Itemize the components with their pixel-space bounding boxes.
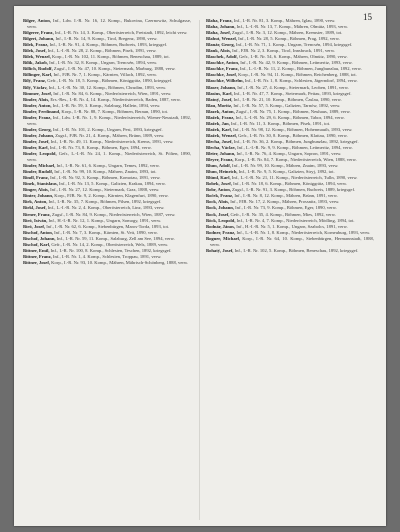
list-entry xyxy=(23,260,191,266)
entry-details: Inf., I.-R. Nr. 36, 2. Komp., Böhmen, Jungbunzlau, 1892, kriegsgef. xyxy=(233,138,359,144)
entry-name: Binder, Johann, xyxy=(23,132,55,138)
document-page xyxy=(14,6,386,526)
list-entry xyxy=(23,18,191,30)
entry-details: Inf., FJB. Nr. 2, 3. Komp., Tirol, Innsbruck, 1891, verw. xyxy=(232,48,335,54)
entry-name: Blazek, Anton, xyxy=(206,108,235,114)
entry-name: Bleyer, Franz, xyxy=(206,157,234,163)
right-column xyxy=(206,18,374,254)
entry-name: Biró, István, xyxy=(23,217,48,223)
entry-name: Blank, Alois, xyxy=(206,48,231,54)
entry-details: Inf., I.-R. Nr. 9, 5. Komp., Galizien, Stryj, 1892, tot. xyxy=(238,169,335,175)
entry-details: Inf., I.-R. Nr. 28, 5. Komp., Böhmen, Prag, 1892, verw. xyxy=(238,36,340,42)
entry-details: Inf., I.-R. Nr. 59, 3. Komp., Salzburg, Hallein, 1894, verw. xyxy=(52,102,161,108)
entry-name: Böck, Leopold, xyxy=(206,217,236,223)
entry-details: Inf., I.-R. Nr. 62, 6. Komp., Siebenbürgen, Maros-Torda, 1893, tot. xyxy=(46,223,170,229)
entry-name: Blaha, Franz, xyxy=(206,18,233,23)
list-entry xyxy=(23,115,191,127)
entry-details: Inf., L.-I.-R. Nr. 21, 11. Komp., Niederösterreich, Tulln, 1890, verw. xyxy=(231,175,358,181)
entry-details: Inf., I.-R. Nr. 73, 9. Komp., Böhmen, Eger, 1890, verw. xyxy=(235,205,337,211)
entry-name: Blaha, Johann, xyxy=(206,24,236,30)
entry-name: Bílý, Václav, xyxy=(23,84,48,90)
entry-name: Blaschke, Wilhelm, xyxy=(206,78,244,84)
entry-details: Ers.-Res., I.-R. Nr. 4, 14. Komp., Niederösterreich, Baden, 1887, verw. xyxy=(50,96,181,102)
entry-name: Binger, Alois, xyxy=(23,187,49,193)
entry-name: Blum, Heinrich, xyxy=(206,169,238,175)
entry-details: Korp., I.-R. Nr. 64, 10. Komp., Siebenbürgen, Hermannstadt, 1888, verw. xyxy=(210,235,374,247)
column-divider xyxy=(199,20,200,520)
entry-details: Inf., Ldw. I.-R. Nr. 1, 9. Komp., Niederösterreich, Wiener-Neustadt, 1892, verw. xyxy=(27,114,192,126)
entry-details: Inf., I.-R. Nr. 61, 6. Komp., Ungarn, Temes, 1892, verw. xyxy=(56,163,160,169)
entry-details: Inf., I.-R. Nr. 76, 4. Komp., Ungarn, Sopron, 1891, verw. xyxy=(236,151,342,157)
entry-name: Binder, Karl, xyxy=(23,144,49,150)
list-entry xyxy=(206,248,374,254)
entry-details: Inf., I.-R. Nr. 59, 11. Komp., Salzburg, Zell am See, 1894, verw. xyxy=(56,235,175,241)
entry-name: Bodner, Franz, xyxy=(206,229,236,235)
entry-details: Zugsf., I.-R. Nr. 3, 12. Komp., Mähren, Kremsier, 1889, tot. xyxy=(232,30,343,36)
entry-details: Inf., L.-I.-R. Nr. 9, 9. Komp., Böhmen, Leitmeritz, 1894, verw. xyxy=(237,144,353,150)
entry-name: Bittner, Franz, xyxy=(23,253,52,259)
entry-name: Binder, Leopold, xyxy=(23,151,57,157)
entry-name: Binek, Stanislaus, xyxy=(23,181,58,187)
entry-details: Inf., I.-R. Nr. 1, 8. Komp., Schlesien, Jägerndorf, 1894, verw. xyxy=(244,78,358,84)
entry-details: Inf., L.-I.-R. Nr. 11, 2. Komp., Böhmen, Jungbunzlau, 1892, verw. xyxy=(239,66,362,72)
entry-name: Blaha, Josef, xyxy=(206,30,231,36)
entry-name: Bimmer, Josef, xyxy=(23,90,53,96)
entry-name: Binder, Ferdinand, xyxy=(23,108,61,114)
entry-details: Zugsf., I.-R. Nr. 91, 3. Komp., Böhmen, Budweis, 1889, kriegsgef. xyxy=(232,187,356,193)
entry-name: Bobek, Josef, xyxy=(206,181,232,187)
entry-details: Inf., I.-R. Nr. 57, 5. Komp., Galizien, Tarnów, 1892, verw. xyxy=(233,102,341,108)
entry-name: Bilek, Josef, xyxy=(23,48,47,54)
entry-details: Inf., FJB. Nr. 17, 2. Komp., Mähren, Prossnitz, 1893, verw. xyxy=(230,199,340,205)
entry-details: Inf., L.-I.-R. Nr. 30, 12. Komp., Böhmen, Chrudim, 1893, verw. xyxy=(48,84,167,90)
entry-name: Blatný, Josef, xyxy=(206,96,233,102)
entry-details: Inf., I.-R. Nr. 99, 10. Komp., Mähren, Znaim, 1893, verw. xyxy=(232,163,339,169)
entry-name: Bilger, Anton, xyxy=(23,18,51,23)
entry-name: Blažek, Franz, xyxy=(206,114,235,120)
entry-details: Inf., I.-R. Nr. 98, 12. Komp., Böhmen, Hohenmauth, 1893, verw. xyxy=(233,126,353,132)
entry-details: Inf., I.-R. Nr. 8, 12. Komp., Mähren, Brünn, 1891, verw. xyxy=(234,193,338,199)
entry-details: Inf., I.-R. Nr. 32, 8. Komp., Ungarn, Trencsén, 1894, verw. xyxy=(49,60,158,66)
entry-name: Bittner, Josef, xyxy=(23,259,51,265)
entry-name: Blecha, Václav, xyxy=(206,144,236,150)
entry-name: Binder, Rudolf, xyxy=(23,169,54,175)
entry-details: Korp., I.-R. Nr. 102, 11. Komp., Böhmen, Beneschau, 1889, tot. xyxy=(52,54,170,60)
entry-details: Zugsf., I.-R. Nr. 75, 1. Komp., Böhmen, Neuhaus, 1889, verw. xyxy=(235,108,351,114)
entry-details: Inf., I.-R. Nr. 71, 1. Komp., Ungarn, Trencsén, 1894, kriegsgef. xyxy=(235,42,353,48)
entry-name: Blasius, Karl, xyxy=(206,90,233,96)
entry-details: Gefr., I.-R. Nr. 30, 8. Komp., Böhmen, Klattau, 1890, verw. xyxy=(238,132,348,138)
entry-name: Blaschke, Anton, xyxy=(206,60,240,66)
entry-details: Inf., I.-R. Nr. 73, 8. Komp., Böhmen, Eger, 1894, verw. xyxy=(49,144,152,150)
entry-details: Gefr., I.-R. Nr. 35, 4. Komp., Böhmen, Mies, 1892, verw. xyxy=(230,211,336,217)
entry-details: Inf., FJB. Nr. 7, 1. Komp., Kärnten, Villach, 1892, verw. xyxy=(53,72,158,78)
entry-details: Inf., L.-I.-R. Nr. 28, 2. Komp., Böhmen, Pisek, 1891, verw. xyxy=(47,48,157,54)
entry-name: Bilgeri, Johann, xyxy=(23,36,55,42)
entry-name: Birkl, Josef, xyxy=(23,205,47,211)
entry-name: Blažek, Wenzel, xyxy=(206,132,237,138)
entry-name: Bobr, Anton, xyxy=(206,187,231,193)
entry-name: Birner, Franz, xyxy=(23,211,51,217)
entry-name: Blažek, Karl, xyxy=(206,126,232,132)
entry-name: Blaschek, Adolf, xyxy=(206,54,238,60)
entry-details: Zugsf., I.-R. Nr. 47, 10. Komp., Steiermark, Marburg, 1888, verw. xyxy=(53,66,176,72)
entry-details: Inf., I.-R. Nr. 91, 4. Komp., Böhmen, Budweis, 1893, kriegsgef. xyxy=(49,42,168,48)
entry-details: Inf., I.-R. Nr. 14, 9. Komp., Tirol, Bregenz, 1890, verw. xyxy=(55,36,158,42)
entry-name: Binter, Johann, xyxy=(23,193,54,199)
entry-name: Blau, Moritz, xyxy=(206,102,233,108)
entry-name: Bílik, Jakob, xyxy=(23,60,48,66)
entry-name: Billinger, Karl, xyxy=(23,72,53,78)
entry-name: Bílý, Franz, xyxy=(23,78,47,84)
entry-details: Inf., I.-R. Nr. 4, 7. Komp., Niederösterreich, Mödling, 1894, tot. xyxy=(236,217,355,223)
entry-name: Birk, Anton, xyxy=(23,199,48,205)
list-entry xyxy=(23,151,191,163)
entry-name: Blaser, Johann, xyxy=(206,84,237,90)
entry-name: Bittner, Emil, xyxy=(23,247,50,253)
entry-details: Inf., H.-I.-R. Nr. 5, 1. Komp., Ungarn, Szabolcs, 1891, verw. xyxy=(236,223,348,229)
entry-details: Gefr., I.-R. Nr. 54, 6. Komp., Mähren, Olmütz, 1890, verw. xyxy=(238,54,348,60)
entry-name: Bodnár, János, xyxy=(206,223,236,229)
entry-details: Inf., I.-R. Nr. 14, 3. Komp., Oberösterreich, Freistadt, 1892, leicht verw. xyxy=(54,30,188,36)
entry-details: Inf., I.-R. Nr. 21, 10. Komp., Böhmen, Časlau, 1890, verw. xyxy=(233,96,342,102)
entry-name: Boček, Franz, xyxy=(206,193,234,199)
entry-name: Blüml, Karl, xyxy=(206,175,231,181)
entry-details: Inf., I.-R. Nr. 47, 7. Komp., Steiermark, Pettau, 1893, kriegsgef. xyxy=(233,90,352,96)
entry-details: Inf., L.-I.-R. Nr. 29, 6. Komp., Böhmen, Tabor, 1894, verw. xyxy=(235,114,345,120)
entry-details: Zugsf., I.-R. Nr. 84, 9. Komp., Niederösterreich, Wien, 1887, verw. xyxy=(51,211,176,217)
entry-details: Korp., I.-R. Nr. 94, 11. Komp., Böhmen, Reichenberg, 1888, tot. xyxy=(238,72,357,78)
entry-details: Inf., L.-I.-R. Nr. 13, 7. Komp., Mähren, Olmütz, 1893, verw. xyxy=(236,24,348,30)
entry-details: Inf., I.-R. Nr. 81, 3. Komp., Mähren, Iglau, 1890, verw. xyxy=(233,18,336,23)
entry-details: Inf., I.-R. Nr. 18, 6. Komp., Böhmen, Königgrätz, 1894, verw. xyxy=(233,181,348,187)
entry-details: Inf., I.-R. Nr. 11, 3. Komp., Böhmen, Písek, 1891, tot. xyxy=(231,120,331,126)
entry-details: Inf., I.-R. Nr. 92, 3. Komp., Böhmen, Komotau, 1891, verw. xyxy=(50,175,161,181)
entry-details: Inf., I.-R. Nr. 13, 5. Komp., Galizien, Krakau, 1894, verw. xyxy=(59,181,166,187)
entry-details: Inf., I.-R. Nr. 100, 8. Komp., Schlesien, Teschen, 1892, kriegsgef. xyxy=(50,247,172,253)
entry-details: Inf., I.-R. Nr. 35, 7. Komp., Böhmen, Pilsen, 1892, kriegsgef. xyxy=(48,199,162,205)
entry-name: Binder, Alois, xyxy=(23,96,50,102)
entry-details: Inf., I.-R. Nr. 84, 6. Komp., Niederösterreich, Wien, 1891, verw. xyxy=(53,90,172,96)
entry-name: Bock, Alois, xyxy=(206,199,230,205)
entry-name: Blaschke, Franz, xyxy=(206,66,239,72)
entry-name: Bock, Johann, xyxy=(206,205,234,211)
left-column xyxy=(23,18,191,266)
entry-name: Binder, Michael, xyxy=(23,163,56,169)
page-number: 15 xyxy=(363,12,372,22)
entry-name: Binder, Anton, xyxy=(23,102,52,108)
entry-name: Bischof, Karl, xyxy=(23,241,51,247)
entry-details: Inf., I.-R. Nr. 42, 9. Komp., Böhmen, Leitmeritz, 1893, verw. xyxy=(240,60,353,66)
entry-name: Bilek, Franz, xyxy=(23,42,49,48)
entry-name: Bischof, Anton, xyxy=(23,229,53,235)
entry-name: Blanár, Georg, xyxy=(206,42,235,48)
entry-details: Inf., L.-I.-R. Nr. 2, 4. Komp., Oberösterreich, Linz, 1893, verw. xyxy=(47,205,165,211)
entry-name: Bilek, Wenzel, xyxy=(23,54,51,60)
entry-name: Bogner, Michael, xyxy=(206,235,241,241)
entry-details: Inf., I.-R. Nr. 1, 4. Komp., Schlesien, Troppau, 1891, verw. xyxy=(52,253,162,259)
entry-details: Inf., L.-I.-R. Nr. 1, 8. Komp., Niederösterreich, Korneuburg, 1893, verw. xyxy=(236,229,371,235)
entry-details: Inf., I.-R. Nr. 102, 5. Komp., Böhmen, Beneschau, 1892, kriegsgef. xyxy=(234,247,359,253)
entry-details: Korp., I.-R. Nr. 84, 7. Komp., Niederösterreich, Wien, 1888, verw. xyxy=(234,157,357,163)
entry-name: Blaschke, Josef, xyxy=(206,72,238,78)
entry-name: Binder, Josef, xyxy=(23,138,50,144)
entry-name: Blažek, Jan, xyxy=(206,120,230,126)
entry-name: Blum, Adolf, xyxy=(206,163,231,169)
entry-name: Bleier, Johann, xyxy=(206,151,236,157)
entry-details: Korp., I.-R. Nr. 88, 7. Komp., Böhmen, Beraun, 1890, tot. xyxy=(61,108,169,114)
entry-details: Inf., I.-R. Nr. 27, 4. Komp., Steiermark, Leoben, 1891, verw. xyxy=(237,84,349,90)
entry-name: Billich, Rudolf, xyxy=(23,66,53,72)
entry-name: Blecha, Josef, xyxy=(206,138,233,144)
entry-details: Inf., Ldw. I.-R. Nr. 16, 12. Komp., Bukovina, Czernowitz, Schulgasse, verw. xyxy=(27,18,192,30)
entry-details: Zugsf., FJB. Nr. 21, 4. Komp., Mähren, Brünn, 1889, verw. xyxy=(55,132,165,138)
entry-name: Bilgerer, Franz, xyxy=(23,30,54,36)
entry-details: Gefr., I.-R. Nr. 14, 2. Komp., Oberösterreich, Wels, 1889, verw. xyxy=(51,241,169,247)
entry-name: Blahut, Wenzel, xyxy=(206,36,237,42)
entry-details: Gefr., I.-R. Nr. 18, 5. Komp., Böhmen, Königgrätz, 1890, kriegsgef. xyxy=(47,78,173,84)
entry-name: Biró, Josef, xyxy=(23,223,46,229)
entry-details: Inf., I.-R. Nr. 49, 11. Komp., Niederösterreich, Krems, 1891, verw. xyxy=(50,138,174,144)
list-entry xyxy=(206,236,374,248)
entry-name: Bohatý, Josef, xyxy=(206,247,234,253)
entry-details: Gefr., L.-I.-R. Nr. 24, 1. Komp., Niederösterreich, St. Pölten, 1890, verw. xyxy=(27,151,191,163)
entry-details: Inf., H.-I.-R. Nr. 12, 1. Komp., Ungarn, Somogy, 1891, verw. xyxy=(48,217,162,223)
entry-name: Bock, Josef, xyxy=(206,211,230,217)
entry-name: Binder, Georg, xyxy=(23,126,52,132)
entry-details: Inf., I.-R. Nr. 7, 3. Komp., Kärnten, St. Veit, 1890, verw. xyxy=(54,229,158,235)
entry-name: Bischof, Johann, xyxy=(23,235,56,241)
entry-details: Inf., I.-R. Nr. 27, 12. Komp., Steiermark, Graz, 1888, verw. xyxy=(50,187,160,193)
entry-name: Binder, Franz, xyxy=(23,114,52,120)
entry-details: Inf., I.-R. Nr. 99, 10. Komp., Mähren, Znaim, 1893, tot. xyxy=(54,169,157,175)
entry-details: Korp., FJB. Nr. 9, 2. Komp., Kärnten, Klagenfurt, 1890, verw. xyxy=(54,193,169,199)
entry-details: Korp., I.-R. Nr. 93, 10. Komp., Mähren, Mährisch-Schönberg, 1888, verw. xyxy=(51,259,189,265)
entry-name: Bindl, Franz, xyxy=(23,175,49,181)
entry-details: Inf., I.-R. Nr. 101, 2. Komp., Ungarn, Pest, 1893, kriegsgef. xyxy=(52,126,163,132)
